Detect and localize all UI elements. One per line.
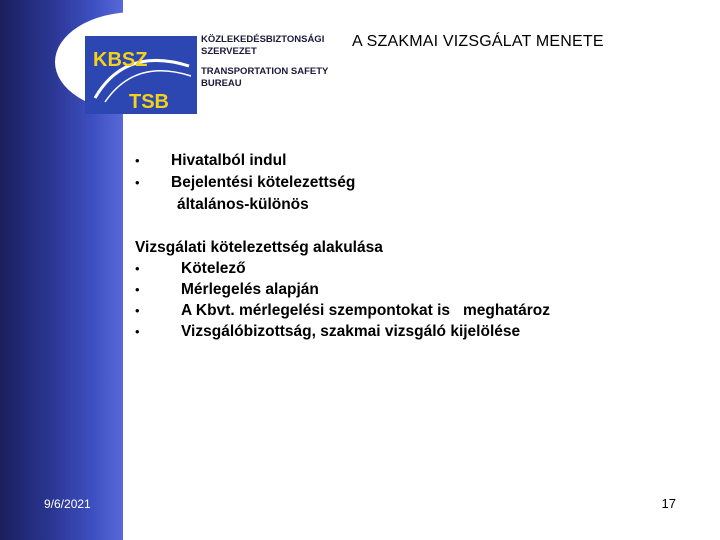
slide-title: A SZAKMAI VIZSGÁLAT MENETE (352, 33, 604, 50)
list-item-text: Hivatalból indul (171, 152, 287, 169)
list-item-text: Vizsgálóbizottság, szakmai vizsgáló kijelölése (181, 323, 521, 340)
bullet-list-2 (135, 237, 550, 342)
bullet-icon: • (135, 303, 140, 318)
logo-badge-top-text: KBSZ (93, 49, 148, 71)
kbsz-logo (55, 12, 340, 112)
bullet-icon: • (135, 324, 140, 339)
list-item-text: A Kbvt. mérlegelési szempontokat is meghatároz (181, 302, 550, 319)
logo-badge (85, 36, 197, 114)
list-item-continuation: általános-különös (177, 196, 309, 213)
list-item-text: Bejelentési kötelezettség (171, 174, 356, 191)
section-heading: Vizsgálati kötelezettség alakulása (135, 239, 383, 256)
list-item-text: Mérlegelés alapján (181, 281, 319, 298)
bullet-icon: • (135, 261, 140, 276)
list-item (135, 279, 383, 300)
bullet-icon: • (135, 175, 140, 190)
footer-date: 9/6/2021 (44, 497, 91, 511)
org-name-en-line2: BUREAU (201, 78, 242, 89)
logo-org-name (201, 34, 351, 90)
list-item (135, 300, 550, 321)
org-name-en-line1: TRANSPORTATION SAFETY (201, 66, 329, 77)
bullet-icon: • (135, 282, 140, 297)
org-name-hu-line1: KÖZLEKEDÉSBIZTONSÁGI (201, 34, 325, 45)
list-item (135, 258, 383, 279)
org-name-hu-line2: SZERVEZET (201, 46, 257, 57)
bullet-icon: • (135, 153, 140, 168)
logo-badge-bottom-text: TSB (129, 91, 169, 113)
page-number: 17 (661, 496, 676, 511)
logo-swoosh-icon (85, 36, 197, 114)
list-item-text: Kötelező (181, 260, 246, 277)
list-item (135, 321, 521, 342)
